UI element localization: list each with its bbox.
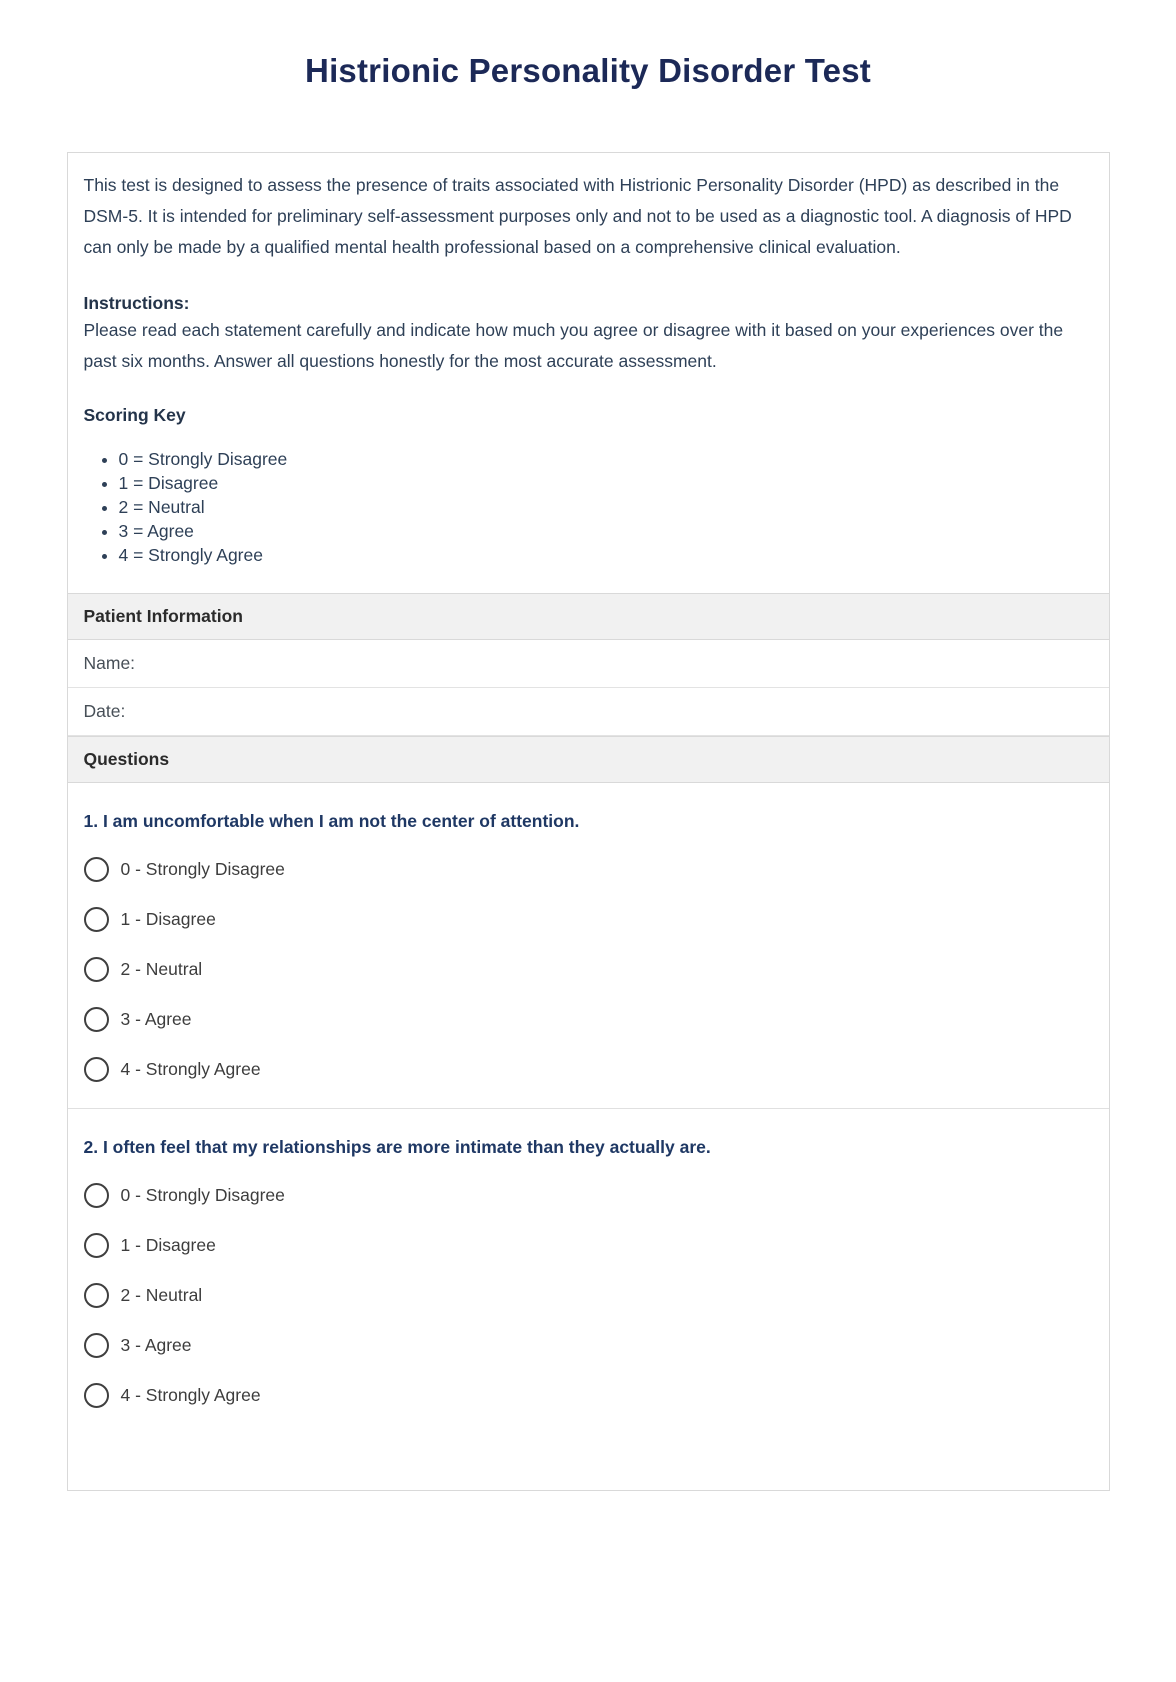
- date-field-label: Date:: [83, 701, 126, 721]
- radio-button[interactable]: [84, 1233, 109, 1258]
- option-label: 3 - Agree: [120, 1009, 192, 1029]
- radio-button[interactable]: [84, 957, 109, 982]
- form-container: [67, 152, 1110, 1491]
- scoring-key-item: • 0 = Strongly Disagree: [119, 447, 1093, 471]
- scoring-key-item: • 2 = Neutral: [119, 495, 1093, 519]
- page-title: Histrionic Personality Disorder Test: [305, 52, 871, 89]
- intro-paragraph: This test is designed to assess the presence of traits associated with Histrionic Personality Disorder (HPD) as described in the DSM-5. It is intended for preliminary self-assessment purposes only and not to be used as a diagnostic tool. A diagnosis of HPD can only be made by a qualified mental health professional based on a comprehensive clinical evaluation.: [83, 175, 1072, 257]
- radio-button[interactable]: [84, 1383, 109, 1408]
- question-2-option-3[interactable]: [84, 1333, 1093, 1358]
- radio-button[interactable]: [84, 1057, 109, 1082]
- question-1-option-1[interactable]: [84, 907, 1093, 932]
- option-label: 0 - Strongly Disagree: [120, 859, 285, 879]
- question-2-option-2[interactable]: [84, 1283, 1093, 1308]
- intro-section: [68, 153, 1109, 593]
- question-block-1: [68, 783, 1109, 1109]
- option-label: 1 - Disagree: [120, 1235, 216, 1255]
- question-1-option-4[interactable]: [84, 1057, 1093, 1082]
- radio-button[interactable]: [84, 1007, 109, 1032]
- option-label: 4 - Strongly Agree: [120, 1385, 261, 1405]
- instructions-text: Please read each statement carefully and indicate how much you agree or disagree with it based on your experiences over the past six months. Answer all questions honestly for the most accurate assessment.: [83, 320, 1064, 371]
- question-1-option-3[interactable]: [84, 1007, 1093, 1032]
- question-2-text: 2. I often feel that my relationships are more intimate than they actually are.: [83, 1137, 711, 1157]
- scoring-key-item: • 1 = Disagree: [119, 471, 1093, 495]
- option-label: 0 - Strongly Disagree: [120, 1185, 285, 1205]
- name-field-label: Name:: [83, 653, 136, 673]
- option-label: 4 - Strongly Agree: [120, 1059, 261, 1079]
- radio-button[interactable]: [84, 1333, 109, 1358]
- scoring-key-item: • 4 = Strongly Agree: [119, 543, 1093, 567]
- questions-header: Questions: [68, 736, 1109, 783]
- option-label: 2 - Neutral: [120, 1285, 203, 1305]
- option-label: 1 - Disagree: [120, 909, 216, 929]
- question-1-option-0[interactable]: [84, 857, 1093, 882]
- date-field[interactable]: [68, 688, 1109, 736]
- option-label: 2 - Neutral: [120, 959, 203, 979]
- radio-button[interactable]: [84, 907, 109, 932]
- scoring-key-list: [84, 447, 1093, 567]
- scoring-key-item: • 3 = Agree: [119, 519, 1093, 543]
- scoring-key-heading: Scoring Key: [83, 405, 186, 425]
- question-block-2: [68, 1109, 1109, 1490]
- radio-button[interactable]: [84, 1283, 109, 1308]
- patient-information-header: Patient Information: [68, 593, 1109, 640]
- radio-button[interactable]: [84, 857, 109, 882]
- option-label: 3 - Agree: [120, 1335, 192, 1355]
- name-field[interactable]: [68, 640, 1109, 688]
- instructions-heading: Instructions:: [83, 293, 190, 313]
- radio-button[interactable]: [84, 1183, 109, 1208]
- question-2-option-4[interactable]: [84, 1383, 1093, 1408]
- question-1-option-2[interactable]: [84, 957, 1093, 982]
- question-2-option-0[interactable]: [84, 1183, 1093, 1208]
- question-2-option-1[interactable]: [84, 1233, 1093, 1258]
- question-1-text: 1. I am uncomfortable when I am not the center of attention.: [83, 811, 580, 831]
